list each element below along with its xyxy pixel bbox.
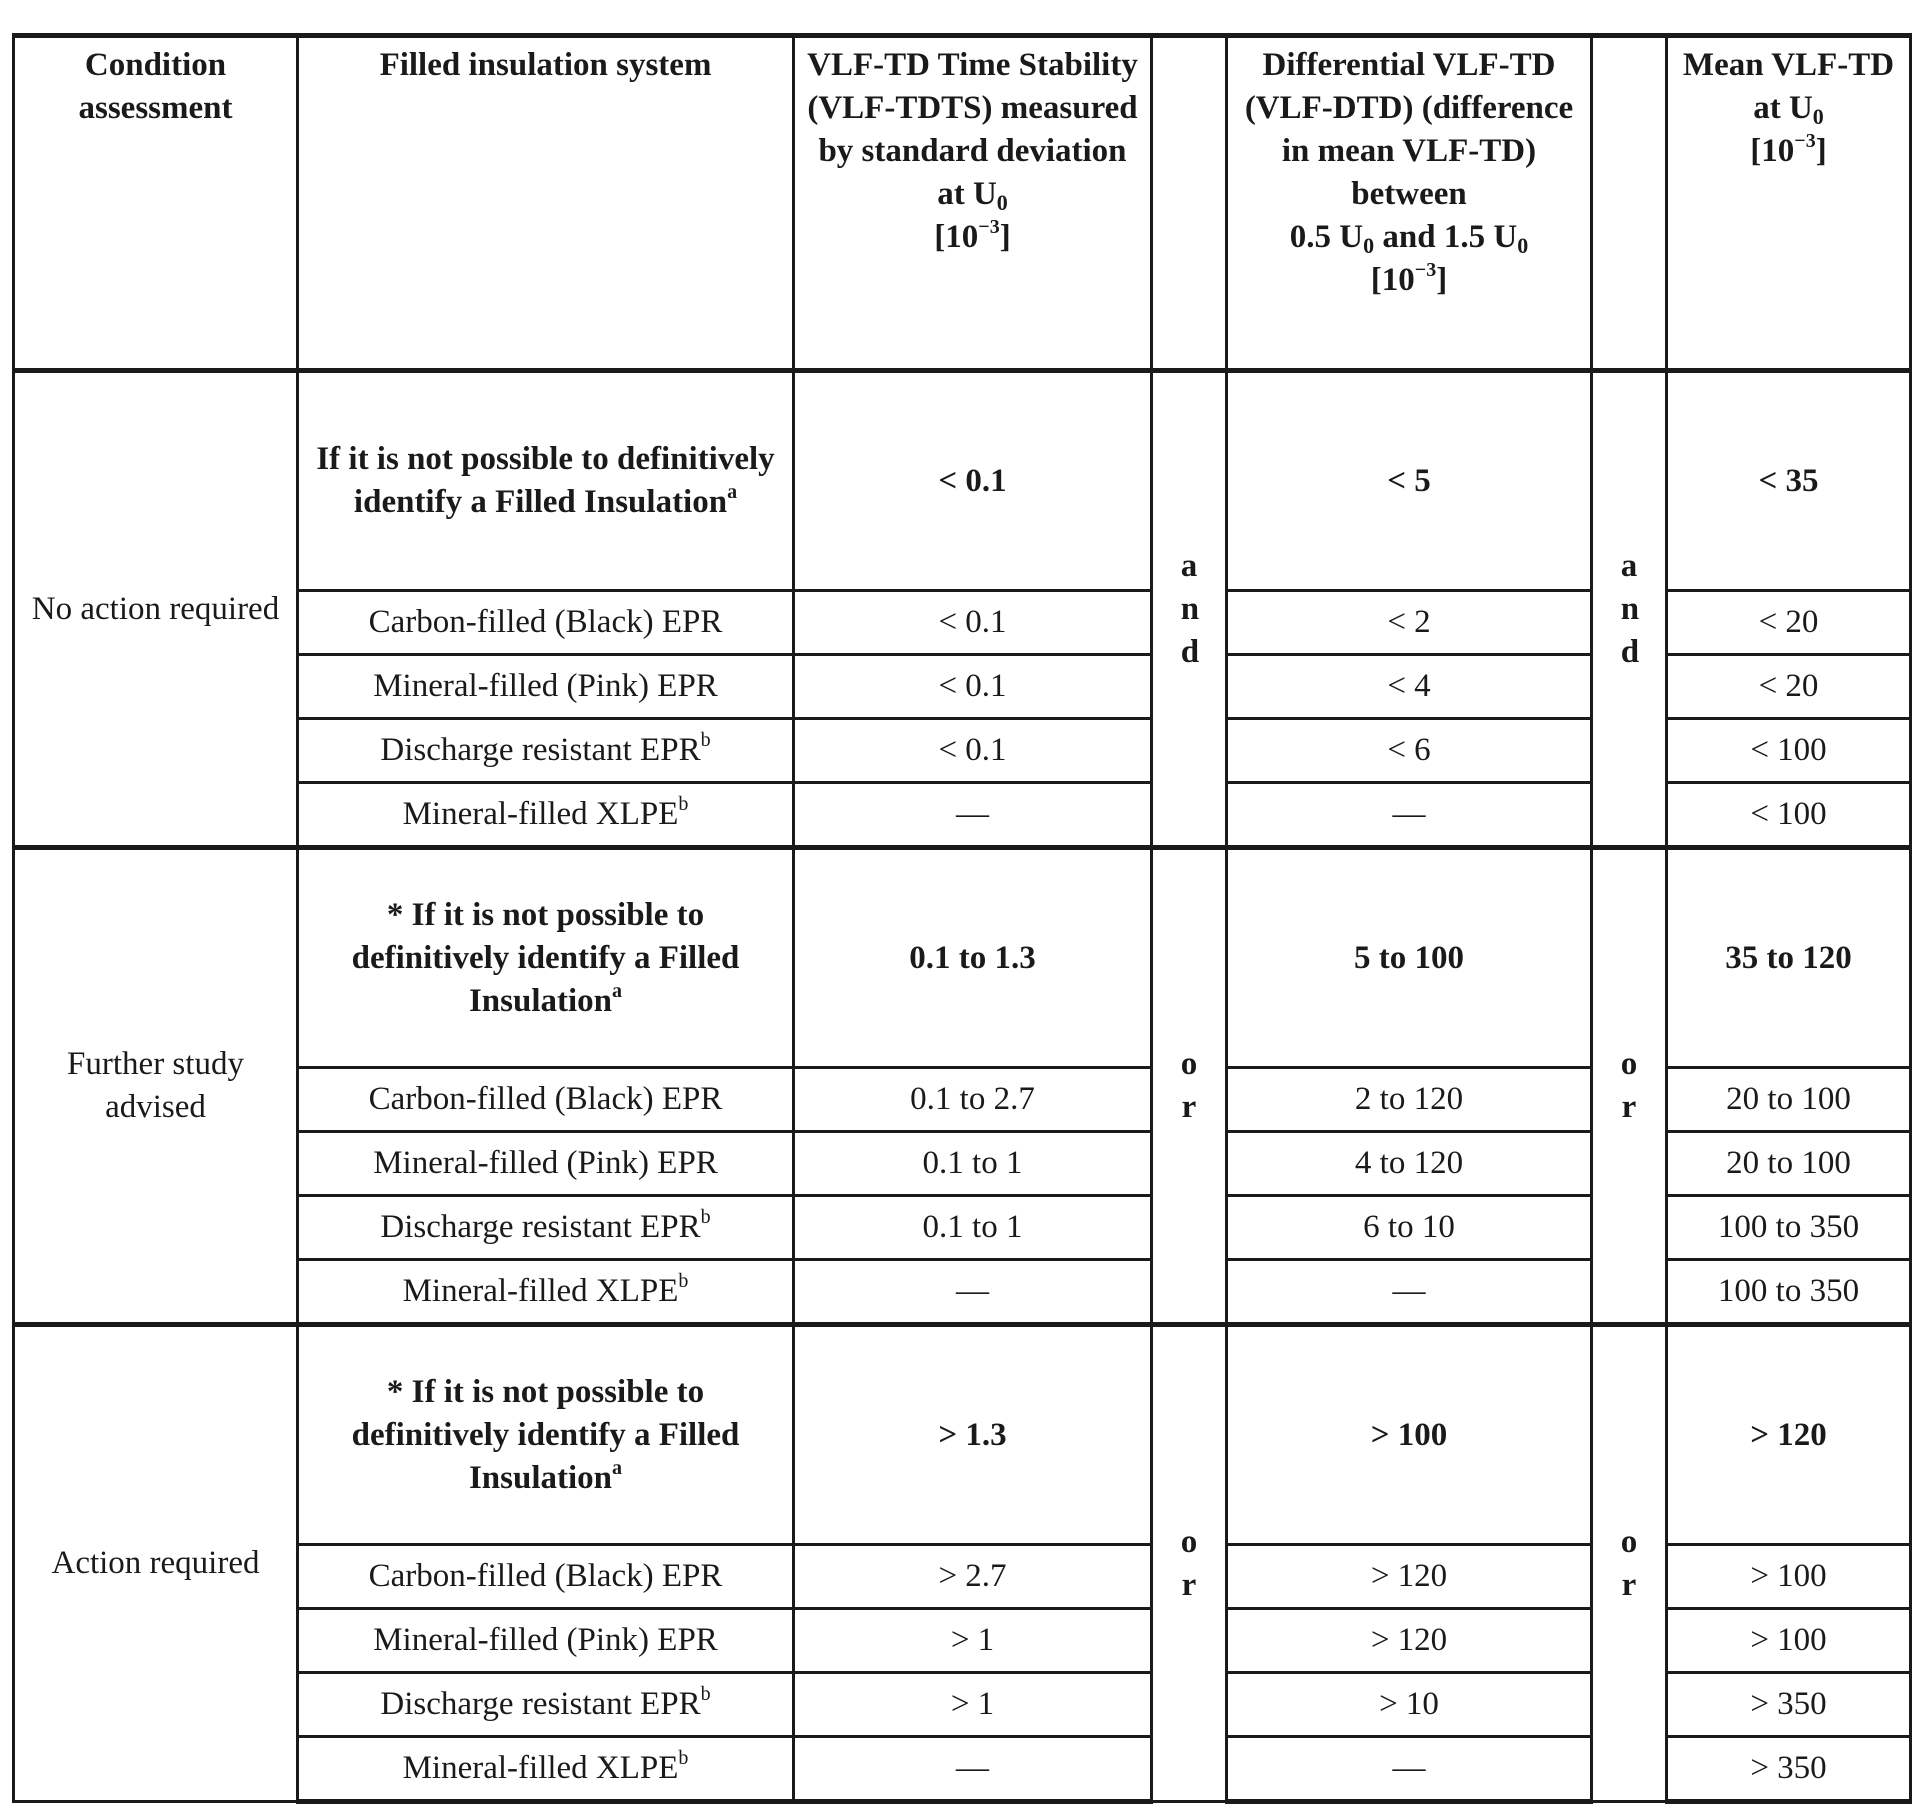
subscript: 0 bbox=[1363, 233, 1375, 258]
footnote-marker: b bbox=[678, 1747, 689, 1769]
dtd-value: > 120 bbox=[1227, 1545, 1592, 1609]
insulation-system bbox=[298, 1673, 794, 1737]
unit: [10 bbox=[1750, 133, 1795, 169]
header-dtd-text: Differential VLF-TD (VLF-DTD) (difference in mean VLF-TD) between bbox=[1244, 47, 1574, 212]
header-tdts bbox=[794, 36, 1152, 371]
dtd-value: < 5 bbox=[1227, 371, 1592, 591]
mean-value: > 120 bbox=[1667, 1325, 1911, 1545]
tdts-value: > 1 bbox=[794, 1609, 1152, 1673]
conjunction bbox=[1152, 1325, 1227, 1802]
dtd-value: — bbox=[1227, 783, 1592, 848]
footnote-marker: b bbox=[700, 1206, 711, 1228]
footnote-marker: b bbox=[678, 793, 689, 815]
header-mean-text: Mean VLF-TD at U bbox=[1682, 47, 1895, 126]
insulation-system-label: * If it is not possible to definitively identify a Filled Insulation bbox=[351, 1373, 740, 1496]
tdts-value: < 0.1 bbox=[794, 655, 1152, 719]
conjunction bbox=[1592, 848, 1667, 1325]
footnote-marker: a bbox=[612, 1456, 623, 1479]
tdts-value: < 0.1 bbox=[794, 719, 1152, 783]
unit: ] bbox=[999, 219, 1011, 255]
insulation-system bbox=[298, 1068, 794, 1132]
condition-assessment: Further study advised bbox=[14, 848, 298, 1325]
conjunction-label: and bbox=[1620, 547, 1640, 670]
dtd-value: > 100 bbox=[1227, 1325, 1592, 1545]
insulation-system bbox=[298, 1737, 794, 1802]
header-system: Filled insulation system bbox=[298, 36, 794, 371]
tdts-value: 0.1 to 2.7 bbox=[794, 1068, 1152, 1132]
header-dtd-a: 0.5 U bbox=[1289, 219, 1364, 255]
insulation-system bbox=[298, 1196, 794, 1260]
mean-value: < 100 bbox=[1667, 783, 1911, 848]
mean-value: > 350 bbox=[1667, 1673, 1911, 1737]
dtd-value: > 10 bbox=[1227, 1673, 1592, 1737]
tdts-value: < 0.1 bbox=[794, 371, 1152, 591]
condition-assessment: No action required bbox=[14, 371, 298, 848]
mean-value: < 100 bbox=[1667, 719, 1911, 783]
mean-value: < 20 bbox=[1667, 591, 1911, 655]
insulation-system-label: Mineral-filled XLPE bbox=[402, 1750, 679, 1786]
header-conj-1 bbox=[1152, 36, 1227, 371]
insulation-system-label: Mineral-filled XLPE bbox=[402, 1273, 679, 1309]
header-tdts-at: at U bbox=[937, 176, 997, 212]
conjunction-label: and bbox=[1180, 547, 1200, 670]
insulation-system-label: If it is not possible to definitively identify a Filled Insulation bbox=[316, 441, 775, 520]
footnote-marker: b bbox=[700, 1683, 711, 1705]
insulation-system bbox=[298, 1325, 794, 1545]
tdts-value: 0.1 to 1.3 bbox=[794, 848, 1152, 1068]
unit: ] bbox=[1436, 262, 1448, 298]
conjunction-label: or bbox=[1180, 1046, 1198, 1125]
conjunction bbox=[1592, 371, 1667, 848]
tdts-value: — bbox=[794, 1737, 1152, 1802]
insulation-system-label: Discharge resistant EPR bbox=[380, 1209, 701, 1245]
unit: ] bbox=[1815, 133, 1827, 169]
insulation-system bbox=[298, 371, 794, 591]
mean-value: 100 to 350 bbox=[1667, 1260, 1911, 1325]
dtd-value: 5 to 100 bbox=[1227, 848, 1592, 1068]
header-condition: Condition assessment bbox=[14, 36, 298, 371]
dtd-value: < 6 bbox=[1227, 719, 1592, 783]
exponent: −3 bbox=[1794, 130, 1816, 152]
insulation-system bbox=[298, 1260, 794, 1325]
tdts-value: > 1 bbox=[794, 1673, 1152, 1737]
vlf-td-criteria-table bbox=[12, 33, 1912, 1804]
condition-assessment: Action required bbox=[14, 1325, 298, 1802]
mean-value: 20 to 100 bbox=[1667, 1068, 1911, 1132]
insulation-system bbox=[298, 1132, 794, 1196]
footnote-marker: b bbox=[700, 729, 711, 751]
header-tdts-text: VLF-TD Time Stability (VLF-TDTS) measured by standard deviation bbox=[807, 47, 1138, 169]
tdts-value: > 2.7 bbox=[794, 1545, 1152, 1609]
insulation-system-label: Carbon-filled (Black) EPR bbox=[368, 1081, 723, 1117]
table-row bbox=[14, 371, 1911, 591]
conjunction-label: or bbox=[1180, 1523, 1198, 1603]
dtd-value: — bbox=[1227, 1737, 1592, 1802]
conjunction bbox=[1592, 1325, 1667, 1802]
insulation-system-label: Mineral-filled (Pink) EPR bbox=[373, 1145, 718, 1181]
mean-value: > 100 bbox=[1667, 1545, 1911, 1609]
insulation-system-label: Carbon-filled (Black) EPR bbox=[368, 604, 723, 640]
header-dtd bbox=[1227, 36, 1592, 371]
mean-value: > 350 bbox=[1667, 1737, 1911, 1802]
unit: [10 bbox=[934, 219, 979, 255]
header-dtd-b: and 1.5 U bbox=[1374, 219, 1518, 255]
conjunction-label: or bbox=[1620, 1523, 1638, 1603]
dtd-value: 2 to 120 bbox=[1227, 1068, 1592, 1132]
conjunction-label: or bbox=[1620, 1046, 1638, 1125]
insulation-system bbox=[298, 848, 794, 1068]
table-body bbox=[14, 371, 1911, 1802]
tdts-value: < 0.1 bbox=[794, 591, 1152, 655]
insulation-system bbox=[298, 591, 794, 655]
mean-value: < 20 bbox=[1667, 655, 1911, 719]
mean-value: 35 to 120 bbox=[1667, 848, 1911, 1068]
footnote-marker: a bbox=[612, 979, 623, 1002]
footnote-marker: b bbox=[678, 1270, 689, 1292]
subscript: 0 bbox=[1517, 233, 1529, 258]
insulation-system-label: Mineral-filled XLPE bbox=[402, 796, 679, 832]
tdts-value: 0.1 to 1 bbox=[794, 1132, 1152, 1196]
footnote-marker: a bbox=[727, 481, 738, 503]
conjunction bbox=[1152, 848, 1227, 1325]
insulation-system bbox=[298, 719, 794, 783]
insulation-system-label: * If it is not possible to definitively identify a Filled Insulation bbox=[351, 896, 740, 1019]
table-row bbox=[14, 1325, 1911, 1545]
mean-value: > 100 bbox=[1667, 1609, 1911, 1673]
insulation-system-label: Carbon-filled (Black) EPR bbox=[368, 1558, 723, 1594]
insulation-system-label: Discharge resistant EPR bbox=[380, 1686, 701, 1722]
insulation-system-label: Mineral-filled (Pink) EPR bbox=[373, 1622, 718, 1658]
subscript: 0 bbox=[1812, 104, 1824, 129]
exponent: −3 bbox=[1414, 259, 1437, 281]
insulation-system bbox=[298, 655, 794, 719]
dtd-value: 6 to 10 bbox=[1227, 1196, 1592, 1260]
tdts-value: — bbox=[794, 783, 1152, 848]
tdts-value: 0.1 to 1 bbox=[794, 1196, 1152, 1260]
unit: [10 bbox=[1370, 262, 1415, 298]
exponent: −3 bbox=[978, 216, 1000, 238]
mean-value: 100 to 350 bbox=[1667, 1196, 1911, 1260]
mean-value: 20 to 100 bbox=[1667, 1132, 1911, 1196]
dtd-value: > 120 bbox=[1227, 1609, 1592, 1673]
table-row bbox=[14, 848, 1911, 1068]
header-row bbox=[14, 36, 1911, 371]
subscript: 0 bbox=[996, 190, 1008, 215]
insulation-system bbox=[298, 1609, 794, 1673]
tdts-value: > 1.3 bbox=[794, 1325, 1152, 1545]
dtd-value: 4 to 120 bbox=[1227, 1132, 1592, 1196]
dtd-value: < 2 bbox=[1227, 591, 1592, 655]
dtd-value: — bbox=[1227, 1260, 1592, 1325]
insulation-system-label: Mineral-filled (Pink) EPR bbox=[373, 668, 718, 704]
tdts-value: — bbox=[794, 1260, 1152, 1325]
mean-value: < 35 bbox=[1667, 371, 1911, 591]
header-mean bbox=[1667, 36, 1911, 371]
insulation-system bbox=[298, 783, 794, 848]
header-conj-2 bbox=[1592, 36, 1667, 371]
insulation-system bbox=[298, 1545, 794, 1609]
conjunction bbox=[1152, 371, 1227, 848]
insulation-system-label: Discharge resistant EPR bbox=[380, 732, 701, 768]
dtd-value: < 4 bbox=[1227, 655, 1592, 719]
